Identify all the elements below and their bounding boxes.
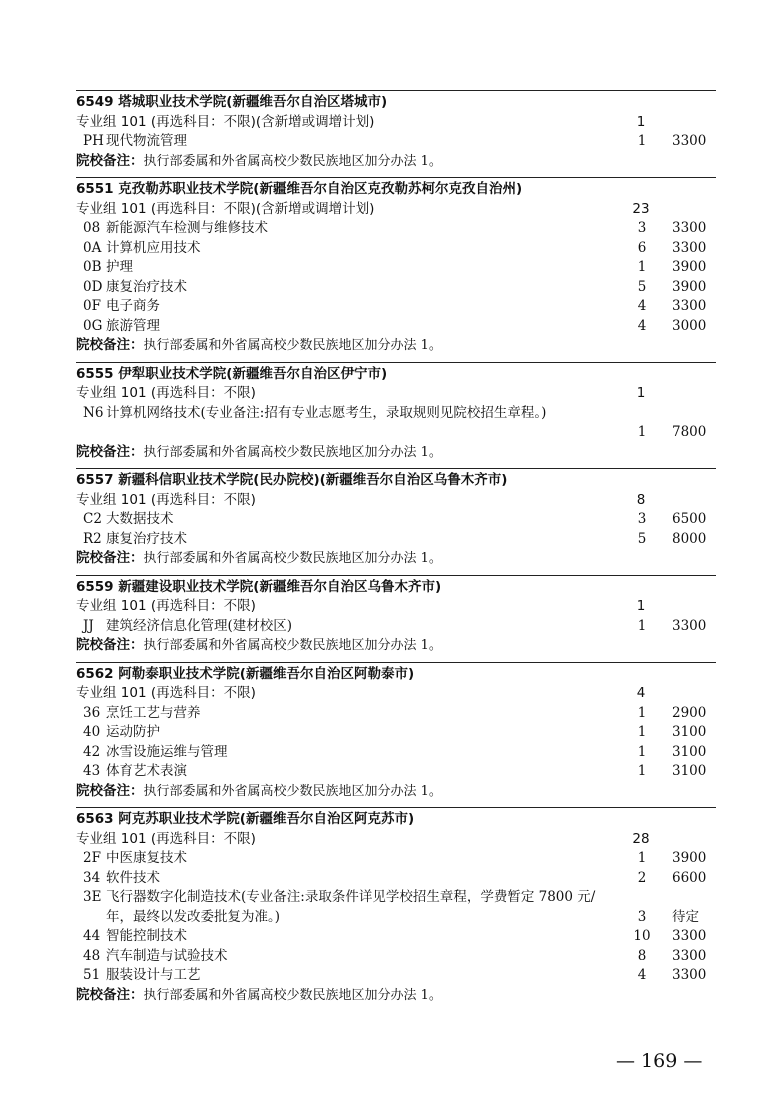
major-name: 飞行器数字化制造技术(专业备注:录取条件详见学校招生章程，学费暂定 7800 元/年，最终以发改委批复为准。)	[106, 889, 596, 925]
major-code: PH	[83, 133, 104, 149]
major-code: 48	[83, 947, 101, 964]
major-row	[76, 219, 716, 239]
major-fee: 待定	[672, 908, 699, 925]
major-fee: 3300	[672, 239, 707, 256]
major-code: 3E	[83, 889, 102, 905]
major-code: 0A	[83, 239, 102, 256]
major-code: 44	[83, 928, 101, 944]
school-note-text: 执行部委属和外省属高校少数民族地区加分办法 1。	[143, 551, 442, 566]
major-group-row	[76, 113, 716, 133]
major-count: 1	[637, 850, 647, 866]
major-row	[76, 404, 716, 443]
major-count: 3	[637, 220, 647, 236]
admission-plan-list	[76, 90, 716, 1005]
major-group-row	[76, 830, 716, 850]
school-note-text: 执行部委属和外省属高校少数民族地区加分办法 1。	[143, 987, 442, 1003]
major-code: R2	[83, 530, 102, 547]
major-fee: 3100	[672, 724, 707, 740]
major-count: 3	[637, 511, 647, 527]
school-note-label: 院校备注：	[76, 337, 144, 353]
school-note-label: 院校备注：	[76, 550, 144, 566]
major-fee: 3900	[672, 259, 707, 275]
major-row	[76, 743, 716, 763]
major-name: 智能控制技术	[106, 928, 187, 944]
school-title: 6551 克孜勒苏职业技术学院(新疆维吾尔自治区克孜勒苏柯尔克孜自治州)	[76, 181, 523, 197]
school-note-label: 院校备注：	[76, 637, 144, 653]
major-code: 0G	[83, 317, 103, 334]
major-fee: 3300	[672, 220, 707, 236]
major-code: 51	[83, 967, 101, 983]
school-note	[76, 986, 716, 1006]
school-title: 6557 新疆科信职业技术学院(民办院校)(新疆维吾尔自治区乌鲁木齐市)	[76, 472, 508, 488]
major-name: 旅游管理	[106, 317, 160, 334]
major-code: 2F	[83, 850, 101, 866]
major-group-count: 4	[636, 685, 646, 701]
major-count: 4	[637, 967, 647, 983]
school-note-label: 院校备注：	[76, 443, 144, 460]
major-group-count: 28	[632, 830, 650, 847]
school-note-label: 院校备注：	[76, 152, 144, 169]
major-row	[76, 317, 716, 337]
major-count: 2	[637, 869, 647, 886]
major-code: 0B	[83, 259, 102, 275]
major-count: 5	[637, 530, 647, 547]
major-code: 43	[83, 763, 101, 779]
major-fee: 3300	[672, 967, 707, 983]
school-title: 6563 阿克苏职业技术学院(新疆维吾尔自治区阿克苏市)	[76, 811, 415, 827]
major-name: 计算机网络技术(专业备注:招有专业志愿考生，录取规则见院校招生章程。)	[106, 404, 547, 421]
major-count: 1	[637, 704, 647, 721]
major-name: 大数据技术	[106, 511, 174, 527]
major-fee: 2900	[672, 704, 707, 721]
major-code: N6	[83, 404, 104, 421]
major-name: 建筑经济信息化管理(建材校区)	[106, 617, 293, 634]
major-count: 1	[637, 724, 647, 740]
major-group-label: 专业组 101 (再选科目：不限)	[76, 385, 256, 401]
major-fee: 3900	[672, 850, 707, 866]
major-name: 新能源汽车检测与维修技术	[106, 220, 268, 236]
major-code: 0D	[83, 278, 103, 295]
major-row	[76, 510, 716, 530]
major-name: 服装设计与工艺	[106, 967, 201, 983]
school-note-text: 执行部委属和外省属高校少数民族地区加分办法 1。	[143, 783, 442, 799]
major-name: 康复治疗技术	[106, 530, 187, 547]
major-count: 5	[637, 278, 647, 295]
major-group-count: 1	[636, 598, 646, 614]
school-note	[76, 336, 716, 356]
major-fee: 3300	[672, 928, 707, 944]
major-count: 3	[637, 908, 647, 925]
major-fee: 3300	[672, 617, 707, 634]
major-row	[76, 278, 716, 298]
school-note	[76, 636, 716, 656]
major-count: 1	[637, 259, 647, 275]
major-name: 汽车制造与试验技术	[106, 947, 228, 964]
major-name: 计算机应用技术	[106, 239, 201, 256]
major-row	[76, 762, 716, 782]
major-code: 42	[83, 743, 101, 760]
major-row	[76, 704, 716, 724]
major-group-label: 专业组 101 (再选科目：不限)(含新增或调增计划)	[76, 200, 375, 217]
school-note-label: 院校备注：	[76, 986, 144, 1003]
major-name: 护理	[106, 259, 133, 275]
major-name: 烹饪工艺与营养	[106, 704, 201, 721]
major-fee: 8000	[672, 530, 707, 547]
major-count: 1	[637, 617, 647, 634]
major-row	[76, 239, 716, 259]
major-count: 1	[637, 763, 647, 779]
school-title: 6555 伊犁职业技术学院(新疆维吾尔自治区伊宁市)	[76, 365, 388, 382]
major-group-count: 1	[636, 385, 646, 401]
school-note-text: 执行部委属和外省属高校少数民族地区加分办法 1。	[143, 338, 442, 353]
major-row	[76, 947, 716, 967]
major-name: 现代物流管理	[106, 133, 187, 149]
major-row	[76, 888, 716, 927]
major-group-label: 专业组 101 (再选科目：不限)(含新增或调增计划)	[76, 113, 375, 130]
major-group-row	[76, 491, 716, 511]
major-group-row	[76, 384, 716, 404]
major-code: 08	[83, 220, 101, 236]
major-group-row	[76, 597, 716, 617]
school-title: 6549 塔城职业技术学院(新疆维吾尔自治区塔城市)	[76, 94, 388, 110]
major-fee: 6600	[672, 869, 707, 886]
school-block	[76, 468, 716, 569]
school-block	[76, 807, 716, 1005]
major-fee: 3300	[672, 133, 707, 149]
major-fee: 7800	[672, 424, 707, 440]
school-note-text: 执行部委属和外省属高校少数民族地区加分办法 1。	[143, 638, 442, 653]
major-group-row	[76, 684, 716, 704]
major-group-label: 专业组 101 (再选科目：不限)	[76, 491, 256, 508]
school-note-label: 院校备注：	[76, 782, 144, 799]
school-block	[76, 575, 716, 656]
school-note	[76, 443, 716, 463]
school-note	[76, 549, 716, 569]
major-row	[76, 530, 716, 550]
school-note-text: 执行部委属和外省属高校少数民族地区加分办法 1。	[143, 444, 442, 460]
major-count: 4	[637, 317, 647, 334]
major-name: 体育艺术表演	[106, 763, 187, 779]
major-name: 冰雪设施运维与管理	[106, 743, 228, 760]
major-count: 10	[633, 928, 651, 944]
major-name: 中医康复技术	[106, 850, 187, 866]
major-fee: 3300	[672, 298, 707, 314]
major-row	[76, 966, 716, 986]
school-block	[76, 177, 716, 356]
major-group-count: 8	[636, 491, 646, 508]
major-name: 软件技术	[106, 869, 160, 886]
major-code: 40	[83, 724, 101, 740]
school-title: 6559 新疆建设职业技术学院(新疆维吾尔自治区乌鲁木齐市)	[76, 578, 442, 595]
major-group-label: 专业组 101 (再选科目：不限)	[76, 598, 256, 614]
major-row	[76, 869, 716, 889]
school-note-text: 执行部委属和外省属高校少数民族地区加分办法 1。	[143, 153, 442, 169]
major-fee: 3100	[672, 743, 707, 760]
major-row	[76, 927, 716, 947]
major-code: 34	[83, 869, 101, 886]
school-note	[76, 152, 716, 172]
major-count: 1	[637, 424, 647, 440]
major-fee: 3900	[672, 278, 707, 295]
major-code: 36	[83, 704, 101, 721]
major-row	[76, 297, 716, 317]
major-row	[76, 132, 716, 152]
major-count: 8	[637, 947, 647, 964]
school-block	[76, 90, 716, 171]
major-row	[76, 849, 716, 869]
major-group-label: 专业组 101 (再选科目：不限)	[76, 685, 256, 701]
major-row	[76, 258, 716, 278]
major-code: 0F	[83, 298, 101, 314]
major-count: 1	[637, 743, 647, 760]
major-group-row	[76, 200, 716, 220]
major-group-label: 专业组 101 (再选科目：不限)	[76, 830, 256, 847]
school-block	[76, 362, 716, 463]
major-name: 康复治疗技术	[106, 278, 187, 295]
major-group-count: 1	[636, 113, 646, 130]
major-group-count: 23	[632, 200, 650, 217]
major-fee: 6500	[672, 511, 707, 527]
major-row	[76, 617, 716, 637]
major-fee: 3300	[672, 947, 707, 964]
major-fee: 3000	[672, 317, 707, 334]
major-count: 4	[637, 298, 647, 314]
major-code: JJ	[83, 617, 94, 634]
major-count: 1	[637, 133, 647, 149]
major-name: 运动防护	[106, 724, 160, 740]
major-count: 6	[637, 239, 647, 256]
major-name: 电子商务	[106, 298, 160, 314]
school-title: 6562 阿勒泰职业技术学院(新疆维吾尔自治区阿勒泰市)	[76, 665, 415, 682]
major-fee: 3100	[672, 763, 707, 779]
school-note	[76, 782, 716, 802]
page-number: — 169 —	[616, 1050, 703, 1072]
major-code: C2	[83, 511, 102, 527]
school-block	[76, 662, 716, 802]
major-row	[76, 723, 716, 743]
